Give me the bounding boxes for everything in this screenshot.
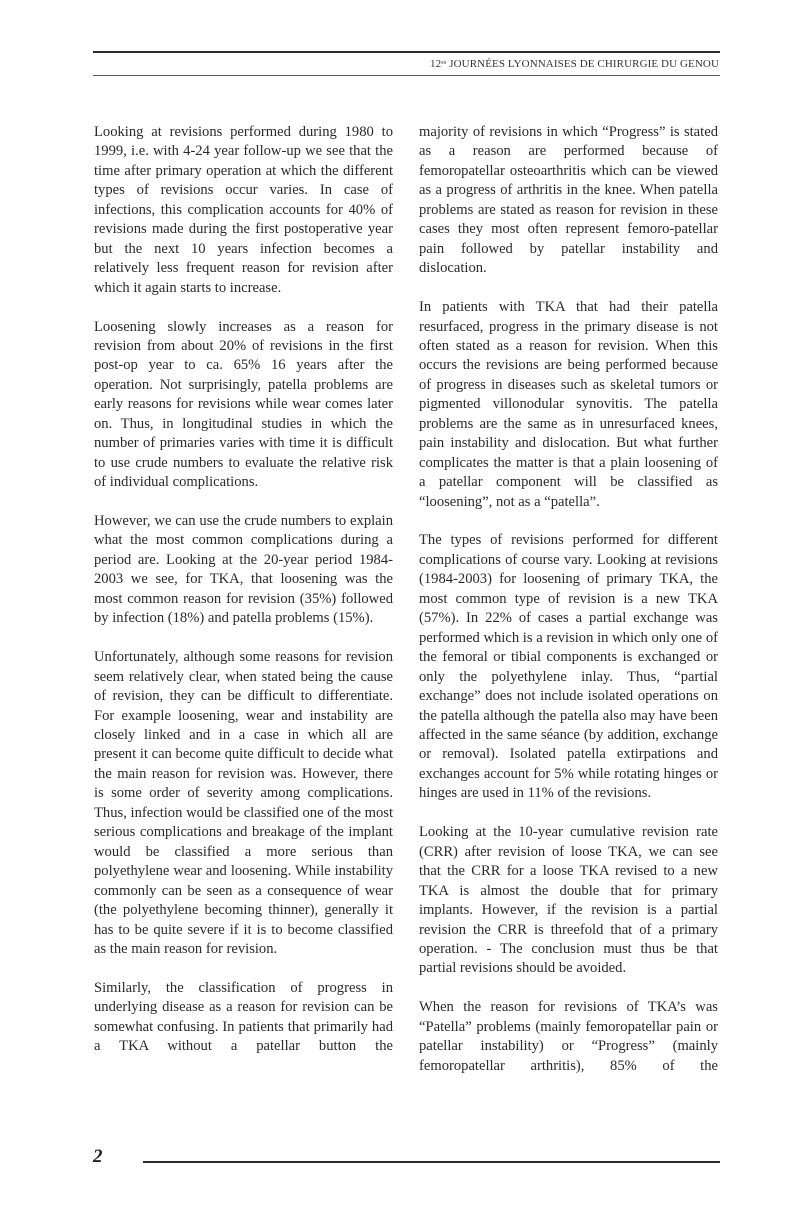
header-top-rule	[93, 51, 720, 53]
running-header	[430, 58, 719, 70]
header-title: JOURNÉES LYONNAISES DE CHIRURGIE DU GENOU	[449, 58, 719, 70]
paragraph: When the reason for revisions of TKA’s was “Patella” problems (mainly femoropatellar pain or patellar instability) or “Progress” (mainly femoropatellar arthritis), 85% of the	[419, 999, 718, 1074]
footer-rule	[143, 1161, 720, 1163]
paragraph: Similarly, the classification of progress in underlying disease as a reason for revision can be somewhat confusing. In patients that primarily had a TKA without a patellar button the	[94, 979, 393, 1055]
paragraph: The types of revisions performed for different complications of course vary. Looking at revisions (1984-2003) for loosening of primary TKA, the most common type of revision is a new TKA (57%). In 22% of cases a partial exchange was performed which is a revision in which only one of the femoral or tibial components is exchanged or only the polyethylene inlay. Thus, “partial exchange” does not include isolated operations on the patella although the patella also may have been affected in the same séance (by addition, exchange or removal). Isolated patella extirpations and exchanges account for 5% while rotating hinges or hinges are used in 11% of the revisions.	[419, 532, 718, 802]
paragraph: Loosening slowly increases as a reason for revision from about 20% of revisions in the first post-op year to ca. 65% 16 years after the operation. Not surprisingly, patella problems are early reasons for revisions while wear comes later on. Thus, in longitudinal studies in which the number of primaries varies with time it is difficult to use crude numbers to evaluate the relative risk of individual complications.	[94, 318, 393, 491]
paragraph: In patients with TKA that had their patella resurfaced, progress in the primary disease is not often stated as a reason for revision. When this occurs the revisions are being performed because of progress in diseases such as skeletal tumors or pigmented villonodular synovitis. The patella problems are the same as in unresurfaced knees, pain instability and dislocation. But what further complicates the matter is that a plain loosening of a patellar component will be classified as “loosening”, not as a “patella”.	[419, 299, 718, 510]
right-column	[419, 123, 718, 1076]
header-edition-ordinal: es	[441, 60, 447, 66]
paragraph: majority of revisions in which “Progress” is stated as a reason are performed because of femoropatellar osteoarthritis which can be viewed as a progress of arthritis in the knee. When patella problems are stated as reason for revision in these cases they most often represent femoro-patellar pain followed by patellar instability and dislocation.	[419, 124, 718, 277]
paragraph: Looking at revisions performed during 1980 to 1999, i.e. with 4-24 year follow-up we see that the time after primary operation at which the different types of revisions occur varies. In case of infections, this complication accounts for 40% of revisions made during the first postoperative year but the next 10 years infection becomes a relatively less frequent reason for revision after which it again starts to increase.	[94, 124, 393, 296]
paragraph: Unfortunately, although some reasons for revision seem relatively clear, when stated being the cause of revision, they can be difficult to differentiate. For example loosening, wear and instability are closely linked and in a case in which all are present it can become quite difficult to decide what the main reason for revision was. However, there is some order of severity among complications. Thus, infection would be classified one of the most serious complications and breakage of the implant would be classified a more serious than polyethylene wear and loosening. While instability commonly can be seen as a consequence of wear (the polyethylene becoming thinner), generally it has to be quite severe if it is to become classified as the main reason for revision.	[94, 649, 393, 957]
page-number: 2	[93, 1146, 103, 1167]
header-bottom-rule	[93, 75, 720, 76]
paragraph: Looking at the 10-year cumulative revision rate (CRR) after revision of loose TKA, we can see that the CRR for a loose TKA revised to a new TKA is almost the double that for primary implants. However, if the revision is a partial revision the CRR is threefold that of a primary operation. - The conclusion must thus be that partial revisions should be avoided.	[419, 824, 718, 977]
left-column	[94, 123, 393, 1057]
paragraph: However, we can use the crude numbers to explain what the most common complications during a period are. Looking at the 20-year period 1984-2003 we see, for TKA, that loosening was the most common reason for revision (35%) followed by infection (18%) and patella problems (15%).	[94, 513, 393, 627]
header-edition-number: 12	[429, 58, 442, 70]
